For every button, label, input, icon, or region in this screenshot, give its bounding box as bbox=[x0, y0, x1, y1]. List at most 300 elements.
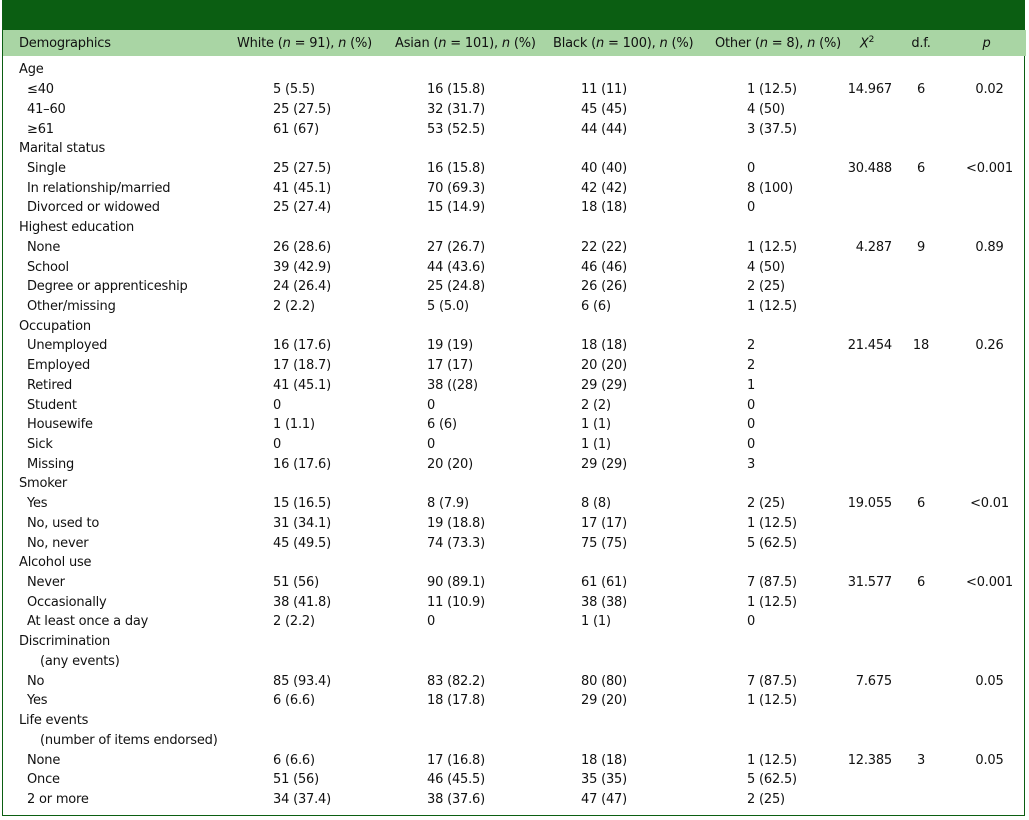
cell-p bbox=[947, 691, 1026, 711]
cell-other: 4 (50) bbox=[747, 259, 785, 275]
cell-p: 0.02 bbox=[975, 82, 1004, 98]
cell-black: 22 (22) bbox=[581, 239, 627, 255]
cell-asian: 44 (43.6) bbox=[427, 259, 485, 275]
cell-df: 6 bbox=[916, 575, 926, 591]
cell-white: 25 (27.4) bbox=[273, 200, 331, 216]
cell-asian: 16 (15.8) bbox=[427, 82, 485, 98]
row-label: Single bbox=[27, 160, 66, 176]
cell-chi-square bbox=[839, 356, 895, 376]
cell-white: 5 (5.5) bbox=[273, 82, 315, 98]
demographics-table-frame bbox=[2, 0, 1025, 816]
empty-cell bbox=[947, 632, 1026, 652]
empty-cell bbox=[839, 652, 895, 672]
table-row bbox=[3, 277, 1026, 297]
cell-chi-square bbox=[839, 376, 895, 396]
cell-other: 1 (12.5) bbox=[747, 515, 797, 531]
category-label: Age bbox=[19, 62, 44, 78]
cell-chi-square: 14.967 bbox=[847, 82, 892, 98]
table-row bbox=[3, 671, 1026, 691]
cell-chi-square bbox=[839, 592, 895, 612]
cell-black: 1 (1) bbox=[581, 614, 611, 630]
empty-cell bbox=[535, 474, 695, 494]
table-row bbox=[3, 237, 1026, 257]
cell-black: 6 (6) bbox=[581, 298, 611, 314]
category-label: Marital status bbox=[19, 141, 106, 157]
empty-cell bbox=[695, 316, 839, 336]
cell-p bbox=[947, 533, 1026, 553]
empty-cell bbox=[219, 218, 377, 238]
cell-other: 2 bbox=[747, 338, 756, 354]
cell-p bbox=[947, 395, 1026, 415]
cell-other: 1 (12.5) bbox=[747, 693, 797, 709]
cell-black: 8 (8) bbox=[581, 496, 611, 512]
cell-black: 18 (18) bbox=[581, 200, 627, 216]
cell-p bbox=[947, 454, 1026, 474]
table-row bbox=[3, 119, 1026, 139]
category-label: Smoker bbox=[19, 476, 68, 492]
cell-df bbox=[895, 99, 947, 119]
cell-asian: 38 (37.6) bbox=[427, 791, 485, 807]
cell-p bbox=[947, 770, 1026, 790]
empty-cell bbox=[947, 553, 1026, 573]
cell-asian: 6 (6) bbox=[427, 417, 457, 433]
cell-black: 1 (1) bbox=[581, 437, 611, 453]
header-other: Other (n = 8), n (%) bbox=[695, 30, 839, 56]
cell-chi-square: 30.488 bbox=[847, 160, 892, 176]
cell-chi-square bbox=[839, 790, 895, 810]
row-label: No, used to bbox=[27, 515, 100, 531]
empty-cell bbox=[219, 711, 377, 731]
cell-asian: 83 (82.2) bbox=[427, 673, 485, 689]
empty-cell bbox=[839, 218, 895, 238]
cell-black: 61 (61) bbox=[581, 575, 627, 591]
cell-white: 16 (17.6) bbox=[273, 338, 331, 354]
table-row bbox=[3, 790, 1026, 810]
row-label: Once bbox=[27, 772, 60, 788]
cell-chi-square: 12.385 bbox=[847, 752, 892, 768]
category-row bbox=[3, 139, 1026, 159]
row-label: Divorced or widowed bbox=[27, 200, 160, 216]
cell-df: 3 bbox=[916, 752, 926, 768]
cell-asian: 11 (10.9) bbox=[427, 594, 485, 610]
cell-black: 47 (47) bbox=[581, 791, 627, 807]
category-row bbox=[3, 474, 1026, 494]
cell-asian: 17 (16.8) bbox=[427, 752, 485, 768]
empty-cell bbox=[377, 730, 535, 750]
cell-asian: 0 bbox=[427, 437, 436, 453]
empty-cell bbox=[535, 652, 695, 672]
header-p: p bbox=[947, 30, 1026, 56]
row-label: Unemployed bbox=[27, 338, 108, 354]
cell-chi-square bbox=[839, 178, 895, 198]
cell-asian: 15 (14.9) bbox=[427, 200, 485, 216]
empty-cell bbox=[895, 632, 947, 652]
cell-p bbox=[947, 99, 1026, 119]
cell-white: 1 (1.1) bbox=[273, 417, 315, 433]
table-row bbox=[3, 533, 1026, 553]
cell-other: 8 (100) bbox=[747, 180, 793, 196]
cell-chi-square bbox=[839, 119, 895, 139]
cell-p bbox=[947, 198, 1026, 218]
empty-cell bbox=[535, 711, 695, 731]
cell-chi-square bbox=[839, 99, 895, 119]
cell-black: 80 (80) bbox=[581, 673, 627, 689]
cell-p bbox=[947, 592, 1026, 612]
row-label: In relationship/married bbox=[27, 180, 171, 196]
cell-other: 5 (62.5) bbox=[747, 535, 797, 551]
header-asian: Asian (n = 101), n (%) bbox=[377, 30, 535, 56]
cell-black: 75 (75) bbox=[581, 535, 627, 551]
cell-black: 17 (17) bbox=[581, 515, 627, 531]
cell-p: <0.001 bbox=[966, 160, 1013, 176]
cell-black: 45 (45) bbox=[581, 101, 627, 117]
table-row bbox=[3, 356, 1026, 376]
category-row bbox=[3, 711, 1026, 731]
cell-white: 34 (37.4) bbox=[273, 791, 331, 807]
cell-chi-square bbox=[839, 770, 895, 790]
cell-black: 11 (11) bbox=[581, 82, 627, 98]
empty-cell bbox=[377, 56, 535, 80]
cell-white: 25 (27.5) bbox=[273, 101, 331, 117]
cell-p bbox=[947, 277, 1026, 297]
cell-chi-square bbox=[839, 435, 895, 455]
cell-asian: 90 (89.1) bbox=[427, 575, 485, 591]
cell-other: 3 (37.5) bbox=[747, 121, 797, 137]
category-row bbox=[3, 218, 1026, 238]
empty-cell bbox=[219, 553, 377, 573]
table-row bbox=[3, 99, 1026, 119]
empty-cell bbox=[895, 553, 947, 573]
table-row bbox=[3, 395, 1026, 415]
cell-df bbox=[895, 770, 947, 790]
cell-white: 41 (45.1) bbox=[273, 180, 331, 196]
cell-black: 38 (38) bbox=[581, 594, 627, 610]
cell-white: 38 (41.8) bbox=[273, 594, 331, 610]
cell-chi-square bbox=[839, 514, 895, 534]
empty-cell bbox=[695, 711, 839, 731]
cell-chi-square bbox=[839, 257, 895, 277]
cell-black: 29 (29) bbox=[581, 456, 627, 472]
empty-cell bbox=[219, 139, 377, 159]
cell-white: 25 (27.5) bbox=[273, 160, 331, 176]
cell-other: 2 bbox=[747, 358, 756, 374]
cell-other: 1 (12.5) bbox=[747, 82, 797, 98]
header-chi-square: $X^2$ bbox=[839, 30, 895, 56]
table-row bbox=[3, 514, 1026, 534]
row-label: Student bbox=[27, 397, 77, 413]
table-row bbox=[3, 297, 1026, 317]
cell-df bbox=[895, 198, 947, 218]
row-label: Employed bbox=[27, 358, 91, 374]
empty-cell bbox=[947, 730, 1026, 750]
category-row bbox=[3, 56, 1026, 80]
empty-cell bbox=[839, 711, 895, 731]
cell-p: <0.01 bbox=[970, 496, 1009, 512]
cell-other: 2 (25) bbox=[747, 279, 785, 295]
empty-cell bbox=[839, 553, 895, 573]
cell-white: 31 (34.1) bbox=[273, 515, 331, 531]
row-label: No, never bbox=[27, 535, 89, 551]
cell-p bbox=[947, 415, 1026, 435]
cell-p bbox=[947, 612, 1026, 632]
row-label: At least once a day bbox=[27, 614, 149, 630]
row-label: Sick bbox=[27, 437, 53, 453]
category-row bbox=[3, 316, 1026, 336]
row-label: Yes bbox=[27, 496, 48, 512]
empty-cell bbox=[219, 474, 377, 494]
cell-black: 40 (40) bbox=[581, 160, 627, 176]
cell-white: 2 (2.2) bbox=[273, 298, 315, 314]
cell-df bbox=[895, 671, 947, 691]
cell-white: 6 (6.6) bbox=[273, 693, 315, 709]
row-label: ≥61 bbox=[27, 121, 54, 137]
cell-black: 20 (20) bbox=[581, 358, 627, 374]
empty-cell bbox=[947, 56, 1026, 80]
cell-chi-square bbox=[839, 691, 895, 711]
cell-other: 0 bbox=[747, 614, 756, 630]
cell-other: 7 (87.5) bbox=[747, 673, 797, 689]
table-row bbox=[3, 198, 1026, 218]
empty-cell bbox=[895, 652, 947, 672]
cell-chi-square bbox=[839, 612, 895, 632]
cell-df bbox=[895, 435, 947, 455]
row-label: No bbox=[27, 673, 45, 689]
empty-cell bbox=[695, 730, 839, 750]
cell-white: 0 bbox=[273, 397, 282, 413]
empty-cell bbox=[695, 632, 839, 652]
cell-df bbox=[895, 277, 947, 297]
empty-cell bbox=[219, 56, 377, 80]
row-label: School bbox=[27, 259, 69, 275]
table-row bbox=[3, 494, 1026, 514]
cell-white: 2 (2.2) bbox=[273, 614, 315, 630]
table-row bbox=[3, 80, 1026, 100]
cell-white: 51 (56) bbox=[273, 575, 319, 591]
empty-cell bbox=[377, 553, 535, 573]
empty-cell bbox=[895, 474, 947, 494]
empty-cell bbox=[895, 730, 947, 750]
table-row bbox=[3, 750, 1026, 770]
cell-black: 26 (26) bbox=[581, 279, 627, 295]
empty-cell bbox=[839, 56, 895, 80]
cell-black: 18 (18) bbox=[581, 752, 627, 768]
empty-cell bbox=[947, 218, 1026, 238]
cell-asian: 0 bbox=[427, 397, 436, 413]
empty-cell bbox=[219, 632, 377, 652]
empty-cell bbox=[839, 730, 895, 750]
cell-df: 9 bbox=[916, 239, 926, 255]
row-label: Retired bbox=[27, 377, 73, 393]
cell-other: 1 bbox=[747, 377, 756, 393]
cell-asian: 74 (73.3) bbox=[427, 535, 485, 551]
cell-black: 29 (29) bbox=[581, 377, 627, 393]
cell-black: 2 (2) bbox=[581, 397, 611, 413]
cell-p bbox=[947, 119, 1026, 139]
cell-df bbox=[895, 592, 947, 612]
row-label: Housewife bbox=[27, 417, 93, 433]
empty-cell bbox=[377, 139, 535, 159]
cell-white: 85 (93.4) bbox=[273, 673, 331, 689]
cell-df bbox=[895, 691, 947, 711]
cell-df bbox=[895, 356, 947, 376]
cell-black: 46 (46) bbox=[581, 259, 627, 275]
header-demographics: Demographics bbox=[3, 30, 219, 56]
cell-df: 6 bbox=[916, 160, 926, 176]
cell-white: 45 (49.5) bbox=[273, 535, 331, 551]
cell-other: 0 bbox=[747, 417, 756, 433]
empty-cell bbox=[947, 139, 1026, 159]
cell-df bbox=[895, 178, 947, 198]
cell-other: 3 bbox=[747, 456, 756, 472]
cell-asian: 70 (69.3) bbox=[427, 180, 485, 196]
empty-cell bbox=[377, 632, 535, 652]
empty-cell bbox=[695, 474, 839, 494]
cell-p bbox=[947, 178, 1026, 198]
cell-asian: 19 (18.8) bbox=[427, 515, 485, 531]
cell-white: 15 (16.5) bbox=[273, 496, 331, 512]
row-label: None bbox=[27, 752, 61, 768]
cell-df bbox=[895, 395, 947, 415]
cell-chi-square: 21.454 bbox=[847, 338, 892, 354]
cell-black: 18 (18) bbox=[581, 338, 627, 354]
header-white: White (n = 91), n (%) bbox=[219, 30, 377, 56]
cell-chi-square bbox=[839, 395, 895, 415]
cell-other: 0 bbox=[747, 437, 756, 453]
cell-other: 1 (12.5) bbox=[747, 594, 797, 610]
empty-cell bbox=[377, 316, 535, 336]
table-row bbox=[3, 435, 1026, 455]
cell-df bbox=[895, 612, 947, 632]
row-label: Yes bbox=[27, 693, 48, 709]
empty-cell bbox=[535, 730, 695, 750]
cell-asian: 18 (17.8) bbox=[427, 693, 485, 709]
category-row bbox=[3, 730, 1026, 750]
empty-cell bbox=[947, 711, 1026, 731]
cell-asian: 16 (15.8) bbox=[427, 160, 485, 176]
cell-asian: 25 (24.8) bbox=[427, 279, 485, 295]
cell-white: 6 (6.6) bbox=[273, 752, 315, 768]
cell-white: 26 (28.6) bbox=[273, 239, 331, 255]
category-label: Life events bbox=[19, 713, 89, 729]
cell-df bbox=[895, 790, 947, 810]
cell-chi-square bbox=[839, 277, 895, 297]
empty-cell bbox=[947, 652, 1026, 672]
header-df: d.f. bbox=[895, 30, 947, 56]
cell-chi-square: 31.577 bbox=[847, 575, 892, 591]
cell-p bbox=[947, 790, 1026, 810]
row-label: 41–60 bbox=[27, 101, 66, 117]
cell-white: 24 (26.4) bbox=[273, 279, 331, 295]
row-label: (any events) bbox=[40, 653, 120, 669]
cell-asian: 19 (19) bbox=[427, 338, 473, 354]
category-row bbox=[3, 652, 1026, 672]
cell-white: 41 (45.1) bbox=[273, 377, 331, 393]
cell-df bbox=[895, 376, 947, 396]
cell-black: 42 (42) bbox=[581, 180, 627, 196]
cell-chi-square bbox=[839, 415, 895, 435]
table-row bbox=[3, 612, 1026, 632]
empty-cell bbox=[947, 474, 1026, 494]
empty-cell bbox=[219, 316, 377, 336]
cell-white: 39 (42.9) bbox=[273, 259, 331, 275]
cell-df: 18 bbox=[912, 338, 930, 354]
empty-cell bbox=[839, 316, 895, 336]
empty-cell bbox=[377, 474, 535, 494]
empty-cell bbox=[219, 652, 377, 672]
cell-chi-square: 19.055 bbox=[847, 496, 892, 512]
cell-white: 16 (17.6) bbox=[273, 456, 331, 472]
empty-cell bbox=[895, 218, 947, 238]
cell-other: 1 (12.5) bbox=[747, 752, 797, 768]
empty-cell bbox=[535, 632, 695, 652]
demographics-table bbox=[3, 30, 1026, 809]
empty-cell bbox=[535, 316, 695, 336]
cell-other: 1 (12.5) bbox=[747, 298, 797, 314]
cell-black: 44 (44) bbox=[581, 121, 627, 137]
table-row bbox=[3, 376, 1026, 396]
table-row bbox=[3, 592, 1026, 612]
cell-p bbox=[947, 257, 1026, 277]
empty-cell bbox=[839, 632, 895, 652]
cell-df bbox=[895, 119, 947, 139]
cell-other: 2 (25) bbox=[747, 496, 785, 512]
cell-asian: 32 (31.7) bbox=[427, 101, 485, 117]
cell-df: 6 bbox=[916, 496, 926, 512]
category-label: Highest education bbox=[19, 220, 134, 236]
empty-cell bbox=[377, 218, 535, 238]
cell-white: 51 (56) bbox=[273, 772, 319, 788]
category-row bbox=[3, 632, 1026, 652]
cell-white: 61 (67) bbox=[273, 121, 319, 137]
table-row bbox=[3, 257, 1026, 277]
category-label: Occupation bbox=[19, 318, 91, 334]
cell-p bbox=[947, 356, 1026, 376]
empty-cell bbox=[695, 56, 839, 80]
cell-other: 0 bbox=[747, 397, 756, 413]
empty-cell bbox=[895, 711, 947, 731]
row-label: ≤40 bbox=[27, 82, 54, 98]
empty-cell bbox=[535, 56, 695, 80]
table-row bbox=[3, 178, 1026, 198]
row-label: Other/missing bbox=[27, 298, 116, 314]
cell-asian: 5 (5.0) bbox=[427, 298, 469, 314]
cell-white: 0 bbox=[273, 437, 282, 453]
cell-df: 6 bbox=[916, 82, 926, 98]
row-label: Occasionally bbox=[27, 594, 107, 610]
empty-cell bbox=[377, 652, 535, 672]
cell-chi-square bbox=[839, 198, 895, 218]
table-row bbox=[3, 770, 1026, 790]
cell-p: 0.89 bbox=[975, 239, 1004, 255]
cell-p bbox=[947, 514, 1026, 534]
cell-p: 0.05 bbox=[975, 752, 1004, 768]
cell-other: 5 (62.5) bbox=[747, 772, 797, 788]
category-row bbox=[3, 553, 1026, 573]
row-label: Never bbox=[27, 575, 65, 591]
row-label: None bbox=[27, 239, 61, 255]
empty-cell bbox=[695, 553, 839, 573]
cell-black: 29 (20) bbox=[581, 693, 627, 709]
cell-df bbox=[895, 297, 947, 317]
row-label: (number of items endorsed) bbox=[40, 732, 218, 748]
cell-other: 2 (25) bbox=[747, 791, 785, 807]
cell-chi-square bbox=[839, 533, 895, 553]
cell-p: <0.001 bbox=[966, 575, 1013, 591]
cell-chi-square: 7.675 bbox=[855, 673, 892, 689]
empty-cell bbox=[535, 218, 695, 238]
table-row bbox=[3, 691, 1026, 711]
empty-cell bbox=[219, 730, 377, 750]
